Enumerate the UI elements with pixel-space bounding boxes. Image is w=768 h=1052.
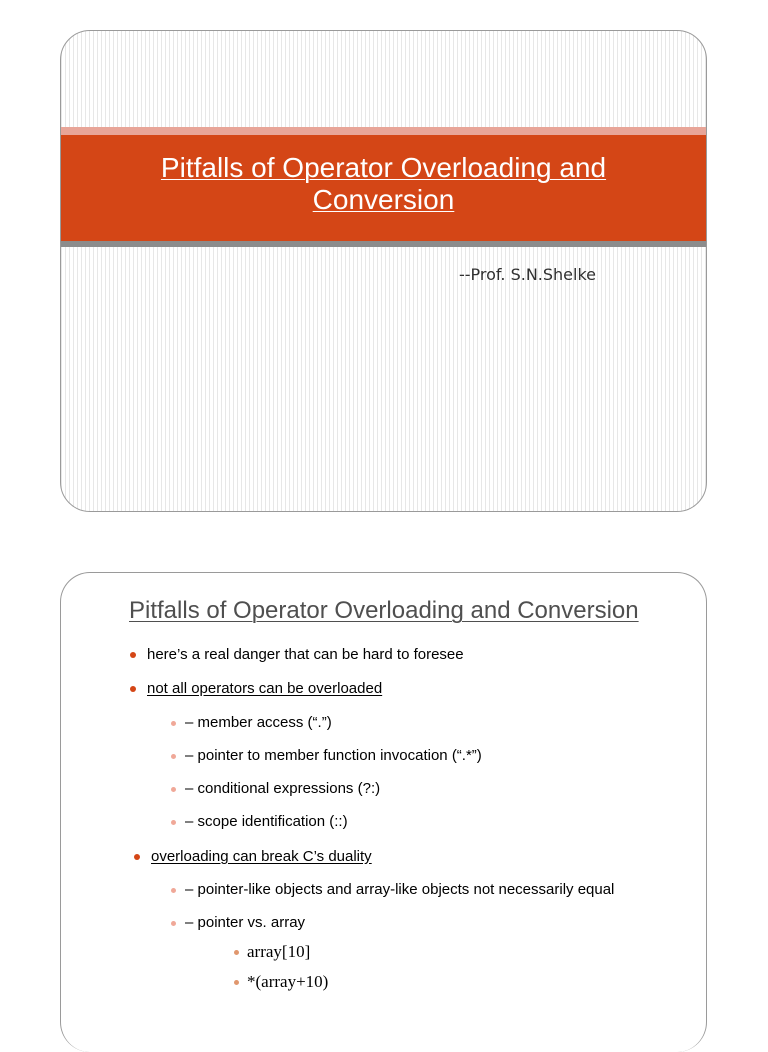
sub-bullet-item	[185, 714, 332, 732]
bullet-dot-icon	[171, 820, 176, 825]
bullet-text: array[10]	[247, 942, 311, 961]
bullet-text: – pointer-like objects and array-like objects not necessarily equal	[185, 881, 615, 898]
bullet-dot-icon	[171, 721, 176, 726]
bullet-dot-icon	[234, 980, 239, 985]
bullet-item	[147, 646, 464, 664]
bullet-item	[147, 680, 382, 698]
content-slide-title: Pitfalls of Operator Overloading and Conversion	[129, 597, 639, 624]
title-band-shadow	[61, 241, 706, 247]
sub-sub-bullet-item	[247, 973, 328, 991]
slide-title-line1: Pitfalls of Operator Overloading and	[160, 152, 607, 183]
bullet-text: – member access (“.”)	[185, 714, 332, 731]
bullet-text: – pointer vs. array	[185, 914, 306, 931]
bullet-text: – pointer to member function invocation (“.*”)	[185, 747, 482, 764]
bullet-dot-icon	[171, 888, 176, 893]
sub-bullet-item	[185, 914, 305, 932]
slide-title-line2: Conversion	[312, 184, 455, 215]
author-name: --Prof. S.N.Shelke	[459, 265, 596, 284]
bullet-dot-icon	[171, 921, 176, 926]
sub-bullet-item	[185, 813, 348, 831]
sub-sub-bullet-item	[247, 943, 310, 961]
bullet-text: overloading can break C’s duality	[151, 848, 372, 865]
bullet-text: *(array+10)	[247, 972, 329, 991]
title-slide	[60, 30, 707, 512]
bullet-item	[151, 848, 372, 866]
sub-bullet-item	[185, 881, 614, 899]
bullet-text: – scope identification (::)	[185, 813, 348, 830]
title-band-highlight	[61, 127, 706, 135]
content-slide	[60, 572, 707, 1052]
bullet-dot-icon	[130, 652, 136, 658]
sub-bullet-item	[185, 780, 380, 798]
bullet-dot-icon	[171, 787, 176, 792]
bullet-dot-icon	[171, 754, 176, 759]
bullet-text: – conditional expressions (?:)	[185, 780, 381, 797]
bullet-dot-icon	[134, 854, 140, 860]
bullet-dot-icon	[234, 950, 239, 955]
bullet-text: here’s a real danger that can be hard to foresee	[147, 646, 464, 663]
sub-bullet-item	[185, 747, 482, 765]
slide-title	[61, 152, 706, 216]
bullet-dot-icon	[130, 686, 136, 692]
bullet-text: not all operators can be overloaded	[147, 680, 383, 697]
